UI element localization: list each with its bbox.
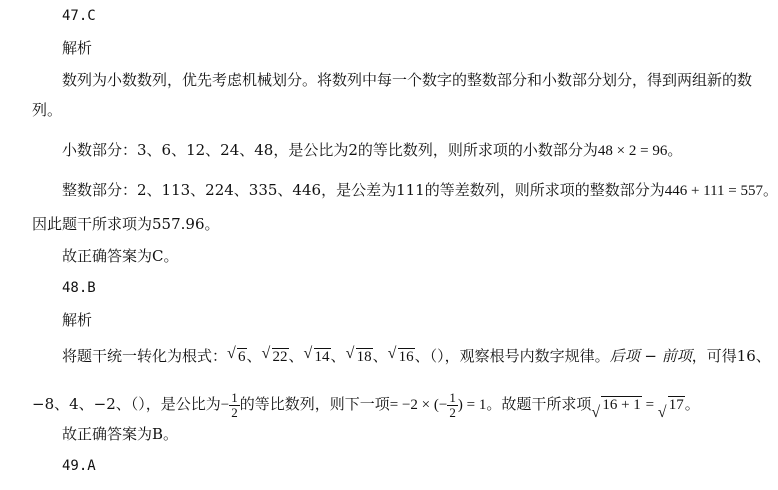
equation-part-b: ) = 1: [457, 397, 487, 413]
question-49-header: 49.A: [62, 458, 96, 474]
conclusion-text: 。故题干所求项: [486, 395, 592, 413]
analysis-label-47: 解析: [62, 39, 93, 57]
sqrt-22: √ 22: [261, 345, 288, 365]
equation-part-a: = −2 × (−: [389, 397, 448, 413]
answer-48: 故正确答案为B。: [62, 425, 179, 443]
punct: 。: [684, 395, 700, 413]
punct: 。: [763, 181, 778, 199]
paragraph-47-3: [62, 180, 778, 201]
decimal-formula: 48 × 2 = 96: [597, 143, 668, 159]
answer-47: 故正确答案为C。: [62, 247, 179, 265]
paragraph-47-1: 数列为小数数列，优先考虑机械划分。将数列中每一个数字的整数部分和小数部分划分，得到两组新的数: [62, 71, 753, 89]
decimal-part-text: 小数部分：3、6、12、24、48，是公比为2的等比数列，则所求项的小数部分为: [62, 141, 598, 159]
convert-text: 将题干统一转化为根式：: [62, 347, 228, 365]
paragraph-48-2: [32, 384, 700, 424]
separator: 、: [372, 347, 388, 365]
question-48-header: 48.B: [62, 280, 96, 296]
paragraph-48-1: [62, 346, 771, 367]
sqrt-17: √ 17: [657, 397, 684, 421]
separator: 、: [246, 347, 262, 365]
rule-text: 后项 − 前项: [609, 347, 692, 365]
integer-part-text: 整数部分：2、113、224、335、446，是公差为111的等差数列，则所求项的整数部分为: [62, 181, 665, 199]
separator: 、: [330, 347, 346, 365]
neg-sign: −: [220, 397, 230, 413]
sqrt-16: √ 16: [387, 345, 414, 365]
sqrt-14: √ 14: [303, 345, 330, 365]
next-term-text: 的等比数列，则下一项: [239, 395, 390, 413]
separator: 、: [288, 347, 304, 365]
sqrt-6: √ 6: [227, 345, 246, 365]
paragraph-47-4: 因此题干所求项为557.96。: [32, 215, 220, 233]
observe-text: 、（），观察根号内数字规律。: [414, 347, 610, 365]
paragraph-47-1-cont: 列。: [32, 101, 63, 119]
integer-formula: 446 + 111 = 557: [664, 183, 764, 199]
half-fraction: $\frac{1}{2}$: [449, 389, 456, 420]
result-text: ，可得16、: [691, 347, 771, 365]
question-47-header: 47.C: [62, 8, 96, 24]
sequence-text: −8、4、−2、（），是公比为: [32, 395, 221, 413]
sqrt-16-plus-1: √ 16 + 1: [591, 397, 641, 421]
paragraph-47-2: [62, 140, 682, 161]
analysis-label-48: 解析: [62, 311, 93, 329]
ratio-fraction: $\frac{1}{2}$: [231, 389, 238, 420]
sqrt-18: √ 18: [345, 345, 372, 365]
equals: =: [641, 397, 658, 413]
punct: 。: [667, 141, 683, 159]
